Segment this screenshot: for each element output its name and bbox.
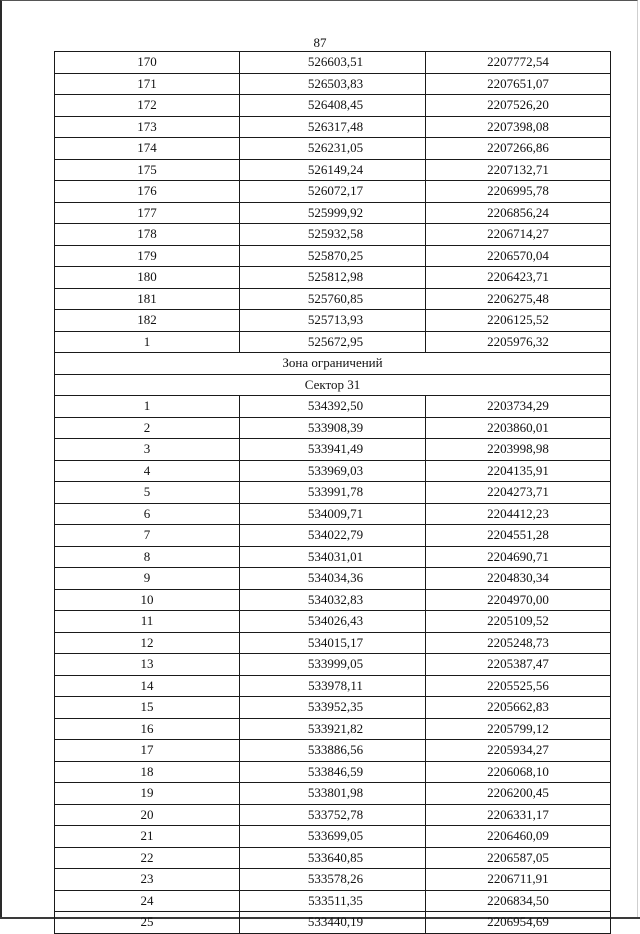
table-row [55,267,611,289]
y-coordinate-cell: 2206834,50 [426,890,611,912]
point-number-cell: 18 [55,761,240,783]
table-row [55,525,611,547]
point-number-cell: 7 [55,525,240,547]
x-coordinate-cell: 533578,26 [240,869,426,891]
y-coordinate-cell: 2204970,00 [426,589,611,611]
x-coordinate-cell: 534022,79 [240,525,426,547]
x-coordinate-cell: 534032,83 [240,589,426,611]
y-coordinate-cell: 2206275,48 [426,288,611,310]
y-coordinate-cell: 2206856,24 [426,202,611,224]
table-row [55,847,611,869]
page-number: 87 [313,35,327,50]
y-coordinate-cell: 2204135,91 [426,460,611,482]
x-coordinate-cell: 526149,24 [240,159,426,181]
point-number-cell: 6 [55,503,240,525]
y-coordinate-cell: 2207398,08 [426,116,611,138]
point-number-cell: 23 [55,869,240,891]
point-number-cell: 4 [55,460,240,482]
x-coordinate-cell: 534026,43 [240,611,426,633]
x-coordinate-cell: 533969,03 [240,460,426,482]
point-number-cell: 5 [55,482,240,504]
x-coordinate-cell: 534031,01 [240,546,426,568]
y-coordinate-cell: 2206587,05 [426,847,611,869]
x-coordinate-cell: 525870,25 [240,245,426,267]
sector-heading-row [55,374,611,396]
y-coordinate-cell: 2205109,52 [426,611,611,633]
point-number-cell: 176 [55,181,240,203]
y-coordinate-cell: 2207266,86 [426,138,611,160]
point-number-cell: 19 [55,783,240,805]
zone-heading: Зона ограничений [55,353,611,375]
x-coordinate-cell: 533908,39 [240,417,426,439]
x-coordinate-cell: 526503,83 [240,73,426,95]
sector-heading: Сектор 31 [55,374,611,396]
point-number-cell: 11 [55,611,240,633]
x-coordinate-cell: 525713,93 [240,310,426,332]
point-number-cell: 21 [55,826,240,848]
x-coordinate-cell: 534392,50 [240,396,426,418]
table-row [55,718,611,740]
table-row [55,331,611,353]
y-coordinate-cell: 2206954,69 [426,912,611,934]
point-number-cell: 24 [55,890,240,912]
x-coordinate-cell: 526231,05 [240,138,426,160]
table-row [55,460,611,482]
x-coordinate-cell: 533640,85 [240,847,426,869]
x-coordinate-cell: 526072,17 [240,181,426,203]
y-coordinate-cell: 2205934,27 [426,740,611,762]
point-number-cell: 174 [55,138,240,160]
y-coordinate-cell: 2206714,27 [426,224,611,246]
table-row [55,159,611,181]
table-row [55,202,611,224]
y-coordinate-cell: 2204273,71 [426,482,611,504]
table-row [55,568,611,590]
x-coordinate-cell: 526603,51 [240,52,426,74]
y-coordinate-cell: 2203998,98 [426,439,611,461]
point-number-cell: 14 [55,675,240,697]
table-row [55,288,611,310]
point-number-cell: 180 [55,267,240,289]
y-coordinate-cell: 2207772,54 [426,52,611,74]
y-coordinate-cell: 2206995,78 [426,181,611,203]
zone-heading-row [55,353,611,375]
y-coordinate-cell: 2206331,17 [426,804,611,826]
y-coordinate-cell: 2203860,01 [426,417,611,439]
table-row [55,439,611,461]
x-coordinate-cell: 533846,59 [240,761,426,783]
y-coordinate-cell: 2205248,73 [426,632,611,654]
y-coordinate-cell: 2205662,83 [426,697,611,719]
point-number-cell: 3 [55,439,240,461]
x-coordinate-cell: 533991,78 [240,482,426,504]
x-coordinate-cell: 534015,17 [240,632,426,654]
point-number-cell: 170 [55,52,240,74]
point-number-cell: 171 [55,73,240,95]
point-number-cell: 175 [55,159,240,181]
y-coordinate-cell: 2206570,04 [426,245,611,267]
x-coordinate-cell: 525672,95 [240,331,426,353]
table-row [55,890,611,912]
table-row [55,675,611,697]
x-coordinate-cell: 534009,71 [240,503,426,525]
x-coordinate-cell: 526408,45 [240,95,426,117]
table-row [55,826,611,848]
table-row [55,116,611,138]
y-coordinate-cell: 2207526,20 [426,95,611,117]
x-coordinate-cell: 533886,56 [240,740,426,762]
table-row [55,224,611,246]
x-coordinate-cell: 533952,35 [240,697,426,719]
point-number-cell: 12 [55,632,240,654]
y-coordinate-cell: 2206711,91 [426,869,611,891]
y-coordinate-cell: 2203734,29 [426,396,611,418]
y-coordinate-cell: 2204830,34 [426,568,611,590]
table-row [55,503,611,525]
table-row [55,95,611,117]
y-coordinate-cell: 2206460,09 [426,826,611,848]
table-row [55,632,611,654]
table-row [55,761,611,783]
table-row [55,611,611,633]
table-row [55,783,611,805]
table-row [55,181,611,203]
table-row [55,73,611,95]
table-row [55,52,611,74]
x-coordinate-cell: 533752,78 [240,804,426,826]
point-number-cell: 173 [55,116,240,138]
y-coordinate-cell: 2205799,12 [426,718,611,740]
x-coordinate-cell: 533440,19 [240,912,426,934]
y-coordinate-cell: 2205387,47 [426,654,611,676]
table-row [55,589,611,611]
x-coordinate-cell: 525812,98 [240,267,426,289]
y-coordinate-cell: 2204412,23 [426,503,611,525]
point-number-cell: 2 [55,417,240,439]
x-coordinate-cell: 533921,82 [240,718,426,740]
table-row [55,697,611,719]
table-row [55,482,611,504]
point-number-cell: 179 [55,245,240,267]
y-coordinate-cell: 2205525,56 [426,675,611,697]
table-row [55,869,611,891]
x-coordinate-cell: 533941,49 [240,439,426,461]
point-number-cell: 182 [55,310,240,332]
table-row [55,310,611,332]
y-coordinate-cell: 2206423,71 [426,267,611,289]
point-number-cell: 25 [55,912,240,934]
y-coordinate-cell: 2204551,28 [426,525,611,547]
x-coordinate-cell: 533699,05 [240,826,426,848]
y-coordinate-cell: 2206200,45 [426,783,611,805]
point-number-cell: 177 [55,202,240,224]
coordinates-table-body [55,52,611,934]
x-coordinate-cell: 526317,48 [240,116,426,138]
x-coordinate-cell: 525932,58 [240,224,426,246]
x-coordinate-cell: 533511,35 [240,890,426,912]
y-coordinate-cell: 2206068,10 [426,761,611,783]
point-number-cell: 22 [55,847,240,869]
x-coordinate-cell: 534034,36 [240,568,426,590]
point-number-cell: 8 [55,546,240,568]
table-row [55,138,611,160]
x-coordinate-cell: 533978,11 [240,675,426,697]
point-number-cell: 20 [55,804,240,826]
x-coordinate-cell: 525999,92 [240,202,426,224]
point-number-cell: 178 [55,224,240,246]
table-row [55,546,611,568]
point-number-cell: 16 [55,718,240,740]
point-number-cell: 17 [55,740,240,762]
table-row [55,245,611,267]
point-number-cell: 10 [55,589,240,611]
x-coordinate-cell: 533999,05 [240,654,426,676]
point-number-cell: 13 [55,654,240,676]
y-coordinate-cell: 2207651,07 [426,73,611,95]
table-row [55,740,611,762]
table-row [55,654,611,676]
point-number-cell: 1 [55,331,240,353]
table-row [55,396,611,418]
y-coordinate-cell: 2205976,32 [426,331,611,353]
x-coordinate-cell: 533801,98 [240,783,426,805]
table-row [55,804,611,826]
y-coordinate-cell: 2207132,71 [426,159,611,181]
point-number-cell: 181 [55,288,240,310]
point-number-cell: 172 [55,95,240,117]
table-row [55,912,611,934]
point-number-cell: 1 [55,396,240,418]
coordinates-table [54,51,611,934]
table-row [55,417,611,439]
y-coordinate-cell: 2206125,52 [426,310,611,332]
point-number-cell: 15 [55,697,240,719]
y-coordinate-cell: 2204690,71 [426,546,611,568]
point-number-cell: 9 [55,568,240,590]
x-coordinate-cell: 525760,85 [240,288,426,310]
